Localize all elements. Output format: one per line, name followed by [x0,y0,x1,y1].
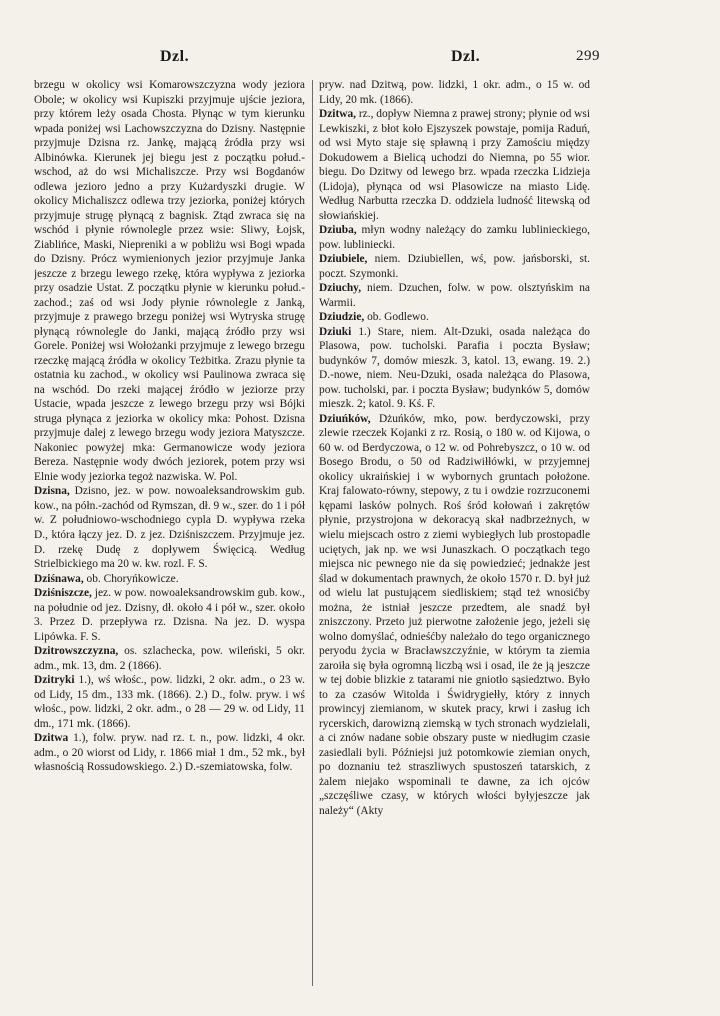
headword: Dzitwa, [319,108,357,121]
headword: Dzitryki [34,674,75,687]
entry-text: jez. w pow. nowoaleksandrowskim gub. kow., na południe od jez. Dzisny, dł. około 4 i pół w., szer. około 3. Przez D. przepływa rz. Dzisna. Na jez. D. wyspa Lipówka. F. S. [34,587,305,643]
entry-text: 1.) Stare, niem. Alt-Dzuki, osada należąca do Plasowa, pow. tucholski. Parafia i poczta Bysław; budynków 7, domów mieszk. 3, katol. 13, ewang. 19. 2.) D.-nowe, niem. Neu-Dzuki, osada należąca do Plasowa, pow. tucholski, par. i poczta Bysław; budynków 5, domów mieszk. 2; katol. 9. Kś. F. [319,325,590,411]
entry-dziuchy [319,281,590,310]
entry-dzitwa-folw [34,731,305,775]
entry-text: młyn wodny należący do zamku lublinieckiego, pow. lubliniecki. [319,224,590,251]
entry-continuation: brzegu w okolicy wsi Komarowszczyzna wody jeziora Obole; w okolicy wsi Kupiszki przyjmuje ujście jeziora, przy którem leży osada Chosta. Płynąc w tym kierunku wpada poniżej wsi Lachowszczyzna do Dzisny. Następnie przyjmuje Dzisna rz. Jankę, mającą źródła przy wsi Albinówka. Kierunek jej biegu jest z początku połud.-wschod, aż do wsi Michaliszcze. Przy wsi Bogdanów odlewa jezioro jedno a przy Kużardyszki drugie. W okolicy Michaliszcz odlewa trzy jeziorka, poniżej których przyjmuje strugę płynącą z bagnisk. Ztąd zwraca się na wschód i płynie równolegle przez wsie: Sliwy, Łojsk, Ziablińce, Maski, Niepreniki a w pobliżu wsi Bogi wpada do Dzisny. Prócz wymienionych jezior przyjmuje Janka jeszcze z brzegu lewego rzekę, która wypływa z jeziorka przy osadzie Ustat. Z początku płynie w kierunku połud.-zachod.; zaś od wsi Jody płynie równolegle z Janką, przyjmuje z prawego brzegu poniżej wsi Wytryska strugę płynącą równolegle do Janki, mającą źródło przy wsi Gorele. Poniżej wsi Wołożanki przyjmuje z lewego brzegu rzeczkę mającą źródła w okolicy Teżbitka. Zrazu płynie ta ostatnia ku zachod., w okolicy wsi Paulinowa zwraca się na wschód. Do rzeki mającej źródło w jeziorze przy Ustacie, wpada jeszcze z lewego brzegu przy wsi Bójki struga płynąca z jeziorka w okolicy mka: Pohost. Dzisna przyjmuje dalej z lewego brzegu wody jeziora Matyszcze. Nakoniec powyżej mka: Germanowicze wody jeziora Bereza. Następnie wody dwóch jeziorek, potem przy wsi Elnie wody jeziorka tegoż nazwiska. W. Pol. [34,79,305,483]
headword: Dzitrowszczyzna, [34,645,119,658]
entry-dzitrowszczyzna [34,644,305,673]
entry-text: niem. Dziubiellen, wś, pow. jańsborski, st. poczt. Szymonki. [319,253,590,280]
entry-text: niem. Dzuchen, folw. w pow. olsztyńskim na Warmii. [319,282,590,309]
page-header [0,48,720,72]
headword: Dziubiele, [319,253,368,266]
entry-text: ob. Godlewo. [364,311,429,324]
entry-dziunkow [319,412,590,818]
headword: Dziuńków, [319,412,371,425]
entry-text: rz., dopływ Niemna z prawej strony; płynie od wsi Lewkiszki, z błot koło Ejszyszek powstaje, pomija Raduń, od wsi Myto staje się spławną i przy Zamościu między Dokudowem a Bielicą uchodzi do Niemna, po 55 wior. biegu. Do Dzitwy od lewego brz. wpada rzeczka Lidzieja (Lidoja), płynąca od wsi Plasowicze na miasto Lidę. Według Narbutta rzeczka D. oddziela ludność litewską od słowiańskiej. [319,108,590,222]
headword: Dzitwa [34,732,69,745]
page-number: 299 [576,48,600,64]
entry-dzisnawa [34,572,305,587]
running-head-left: Dzl. [160,48,190,65]
entry-text: os. szlachecka, pow. wileński, 5 okr. adm., mk. 13, dm. 2 (1866). [34,645,305,672]
entry-text: Dżuńków, mko, pow. berdyczowski, przy zlewie rzeczek Kojanki z rz. Rosią, o 180 w. od Kijowa, o 60 w. od Berdyczowa, o 12 w. od Pohrebyszcz, o 10 w. od Bosego Brodu, o 50 od Radziwiłłówki, w przyjemnej okolicy ukraińskiej i w wybornych gruntach położone. Kraj falowato-równy, stepowy, z tu i owdzie rozrzuconemi kępami lasków polnych. Roś śród kołowań i zakrętów płynie, przystrojona w dekoracyą skał nadbrzeżnych, w wielu miejscach ostro z ziemi wybiegłych lub prostopadle uciętych, jak np. we wsi Junaszkach. O początkach tego miejsca nic pewnego nie da się powiedzieć; jednakże jest ślad w dokumentach prawnych, że około 1570 r. D. był już od wielu lat pustującem siedliskiem; stąd też wnosićby można, że istniał jeszcze przedtem, ale snadź był zniszczony. Przeto już pierwotne założenie jego, jeżeli się wolno domyślać, odnieśćby należało do tego organicznego peryodu życia w Bracławszczyźnie, w którym ta ziemia zaroiła się była ogromną liczbą wsi i osad, ile że ją jeszcze w tej dobie blizkie z tatarami nie gniotło sąsiedztwo. Było to za czasów Witolda i Świdrygiełły, który z innych prowincyj ziemianom, w skutek pracy, krwi i zasług ich rycerskich, darowizną ziemską w tych stronach wydzielali, a ci znów nadane sobie obszary puste w niedługim czasie zasiedlali byli. Późniejsi już potomkowie ziemian onych, po doznaniu też straszliwych spustoszeń tatarskich, z żalem niejako wspominali te dawne, za ich ojców „szczęśliwe czasy, w których włości byłyjeszcze jak należy“ (Akty [319,412,590,817]
left-column [34,78,305,994]
headword: Dzisna, [34,485,70,498]
entry-dziuba [319,223,590,252]
entry-dzisniszcze [34,586,305,644]
entry-dzitwa-rz [319,107,590,223]
headword: Dziśniszcze, [34,587,92,600]
running-head-right: Dzl. [451,48,481,65]
headword: Dziuchy, [319,282,362,295]
entry-dziudzie [319,310,590,325]
headword: Dziudzie, [319,311,365,324]
right-column [319,78,590,994]
headword: Dziuki [319,325,352,338]
headword: Dziśnawa, [34,572,84,585]
entry-continuation: pryw. nad Dzitwą, pow. lidzki, 1 okr. adm., o 15 w. od Lidy, 20 mk. (1866). [319,79,590,106]
entry-dziuki [319,325,590,412]
entry-dzisna [34,484,305,571]
column-divider [312,80,313,986]
headword: Dziuba, [319,224,357,237]
entry-dzitryki [34,673,305,731]
entry-text: 1.), folw. pryw. nad rz. t. n., pow. lidzki, 4 okr. adm., o 20 wiorst od Lidy, r. 1866 miał 1 dm., 52 mk., był własnością Rossudowskiego. 2.) D.-szemiatowska, folw. [34,732,305,774]
entry-text: ob. Choryńkowicze. [83,572,179,585]
entry-dziubiele [319,252,590,281]
entry-text: 1.), wś włośc., pow. lidzki, 2 okr. adm., o 23 w. od Lidy, 15 dm., 133 mk. (1866). 2.) D., folw. pryw. i wś włośc., pow. lidzki, 2 okr. adm., o 28 — 29 w. od Lidy, 11 dm., 171 mk. (1866). [34,674,305,730]
entry-text: Dzisno, jez. w pow. nowoaleksandrowskim gub. kow., na półn.-zachód od Rymszan, dł. 9 w., szer. do 1 i pół w. Z południowo-wschodniego cypla D. wypływa rzeka D., która łączy jez. D. z jez. Dziśniszczem. Przyjmuje jez. D. rzekę Dudę z dopływem Święcicą. Według Strielbickiego ma 20 w. kw. rozl. F. S. [34,485,305,571]
